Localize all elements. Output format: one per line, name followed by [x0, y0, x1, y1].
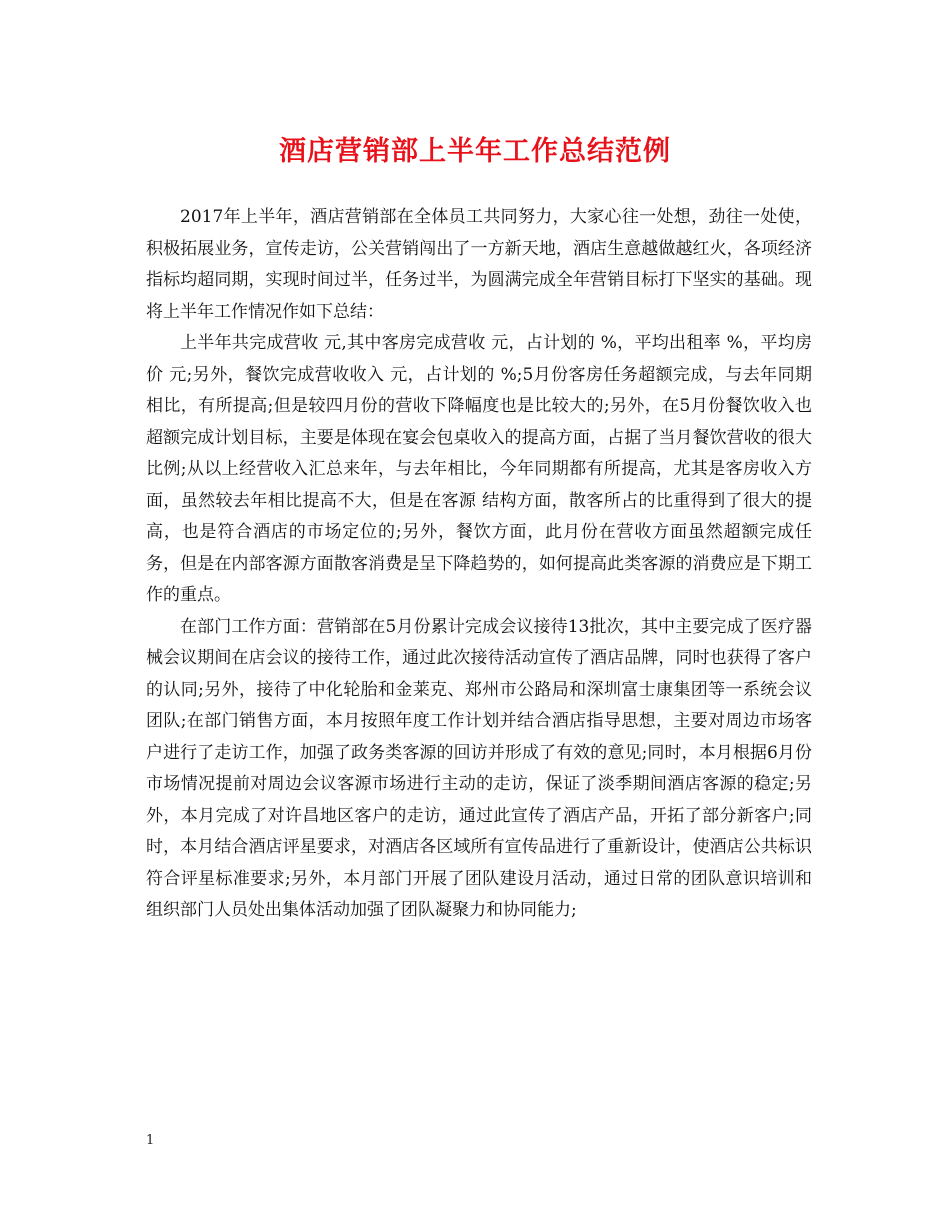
paragraph-intro: 2017年上半年，酒店营销部在全体员工共同努力，大家心往一处想，劲往一处使，积极拓展业务，宣传走访，公关营销闯出了一方新天地，酒店生意越做越红火，各项经济指标均超同期，实现时间过半，任务过半，为圆满完成全年营销目标打下坚实的基础。现将上半年工作情况作如下总结： — [146, 207, 812, 322]
paragraph-revenue: 上半年共完成营收 元,其中客房完成营收 元，占计划的 %，平均出租率 %，平均房价 元;另外，餐饮完成营收收入 元，占计划的 %;5月份客房任务超额完成，与去年同期相比，有所提高;但是较四月份的营收下降幅度也是比较大的;另外，在5月份餐饮收入也超额完成计划目标，主要是体现在宴会包桌收入的提高方面，占据了当月餐饮营收的很大比例;从以上经营收入汇总来年，与去年相比，今年同期都有所提高，尤其是客房收入方面，虽然较去年相比提高不大，但是在客源 结构方面，散客所占的比重得到了很大的提高，也是符合酒店的市场定位的;另外，餐饮方面，此月份在营收方面虽然超额完成任务，但是在内部客源方面散客消费是呈下降趋势的，如何提高此类客源的消费应是下期工作的重点。 — [146, 333, 812, 605]
page-number: 1 — [146, 1133, 155, 1148]
document-body — [146, 202, 812, 927]
paragraph-department-work: 在部门工作方面：营销部在5月份累计完成会议接待13批次，其中主要完成了医疗器械会议期间在店会议的接待工作，通过此次接待活动宣传了酒店品牌，同时也获得了客户的认同;另外，接待了中化轮胎和金莱克、郑州市公路局和深圳富士康集团等一系统会议团队;在部门销售方面，本月按照年度工作计划并结合酒店指导思想，主要对周边市场客户进行了走访工作，加强了政务类客源的回访并形成了有效的意见;同时，本月根据6月份市场情况提前对周边会议客源市场进行主动的走访，保证了淡季期间酒店客源的稳定;另外，本月完成了对许昌地区客户的走访，通过此宣传了酒店产品，开拓了部分新客户;同时，本月结合酒店评星要求，对酒店各区域所有宣传品进行了重新设计，使酒店公共标识符合评星标准要求;另外，本月部门开展了团队建设月活动，通过日常的团队意识培训和组织部门人员处出集体活动加强了团队凝聚力和协同能力; — [146, 616, 812, 920]
document-title: 酒店营销部上半年工作总结范例 — [279, 136, 671, 167]
